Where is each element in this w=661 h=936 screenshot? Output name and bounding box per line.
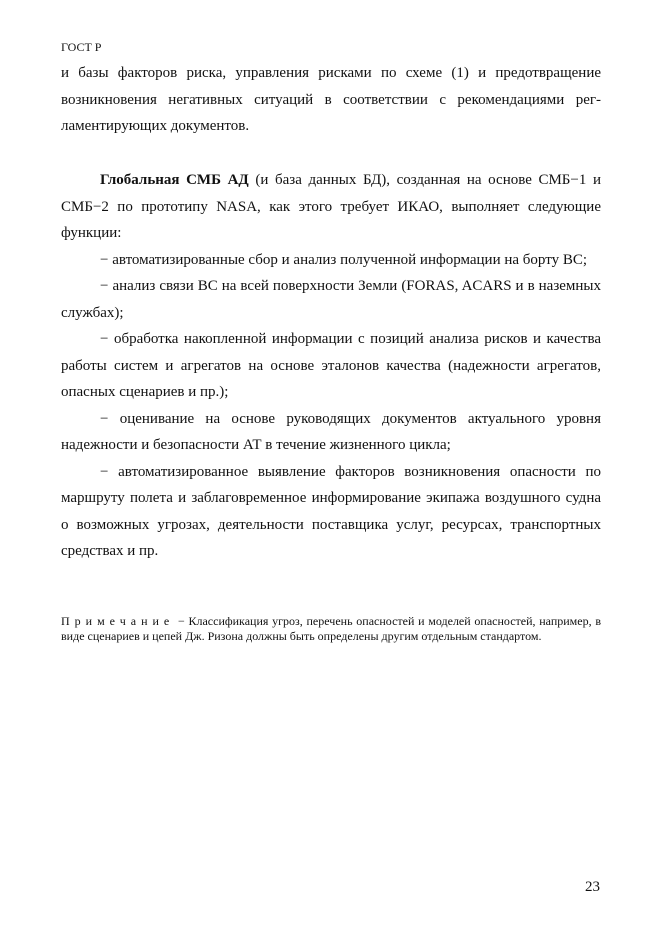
list-item: − автоматизированные сбор и анализ полученной информации на борту ВС; (100, 251, 588, 268)
intro-paragraph (61, 60, 601, 140)
main-section (61, 167, 601, 565)
note-label: Примечание (61, 614, 175, 628)
main-paragraph (61, 167, 601, 247)
list-item: − автоматизированное выявление факторов возникновения опасности по маршруту полета и заблаговременное информирование экипажа воздушного судна о возможных угрозах, деятельности поставщика услуг, ресурсах, транспортных средствах и пр. (61, 463, 601, 559)
note-text: − Классификация угроз, перечень опасностей и моделей опасностей, например, в виде сценариев и цепей Дж. Ризона должны быть определены другим отдельным стандартом. (61, 614, 601, 643)
list-item: − анализ связи ВС на всей поверхности Земли (FORAS, ACARS и в наземных службах); (61, 278, 601, 321)
note-block (61, 614, 601, 644)
list-item: − оценивание на основе руководящих документов актуального уровня надежности и безопасности АТ в течение жизненного цикла; (61, 410, 601, 453)
intro-text: и базы факторов риска, управления рисками по схеме (1) и предотвращение возникновения негативных ситуаций в соответствии с рекомендациями рег-ламентирующих документов. (61, 65, 601, 134)
document-header: ГОСТ Р (61, 40, 102, 54)
main-paragraph-rest: (и база данных БД), созданная на основе СМБ−1 и СМБ−2 по прототипу NASA, как этого требует ИКАО, выполняет следующие функции: (61, 172, 601, 241)
list-item: − обработка накопленной информации с позиций анализа рисков и качества работы систем и агрегатов на основе эталонов качества (надежности агрегатов, опасных сценариев и пр.); (61, 331, 601, 400)
page-number: 23 (585, 879, 600, 895)
main-paragraph-bold-lead: Глобальная СМБ АД (100, 172, 249, 188)
